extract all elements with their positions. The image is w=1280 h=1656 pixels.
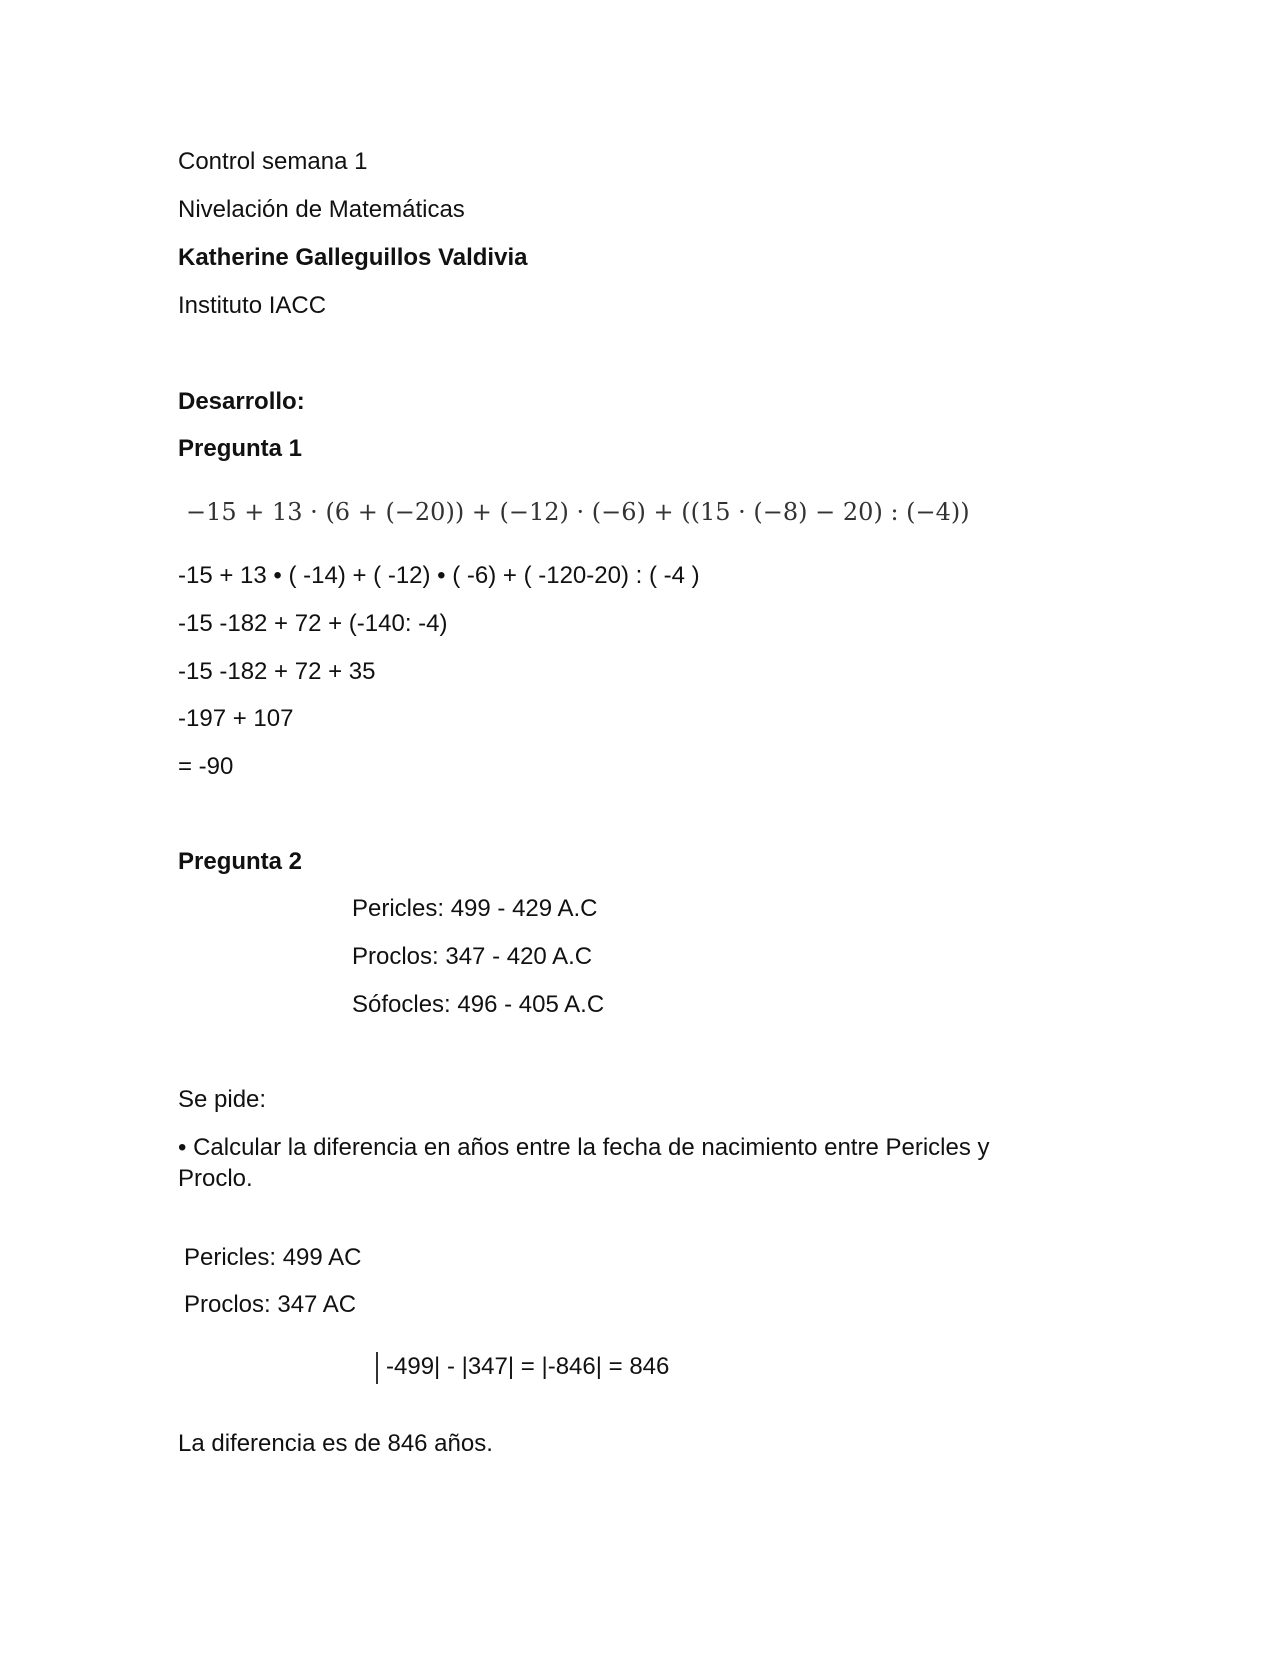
conclusion: La diferencia es de 846 años. (178, 1430, 493, 1457)
course-name: Nivelación de Matemáticas (178, 196, 465, 223)
absolute-value-bar (376, 1352, 378, 1384)
question1-step-1: -15 + 13 • ( -14) + ( -12) • ( -6) + ( -120-20) : ( -4 ) (178, 562, 700, 589)
question1-step-2: -15 -182 + 72 + (-140: -4) (178, 610, 448, 637)
request-label: Se pide: (178, 1086, 267, 1113)
date-sofocles: Sófocles: 496 - 405 A.C (352, 991, 605, 1018)
student-name: Katherine Galleguillos Valdivia (178, 244, 528, 271)
task-bullet: • Calcular la diferencia en años entre la fecha de nacimiento entre Pericles y Proclo. (178, 1134, 990, 1192)
question2-title: Pregunta 2 (178, 848, 303, 875)
question1-title: Pregunta 1 (178, 435, 303, 462)
question1-step-4: -197 + 107 (178, 705, 294, 732)
difference-calculation: -499| - |347| = |-846| = 846 (386, 1353, 670, 1380)
question1-step-3: -15 -182 + 72 + 35 (178, 658, 376, 685)
question1-formula-image: −15 + 13 · (6 + (−20)) + (−12) · (−6) + ((15 · (−8) − 20) : (−4)) (186, 498, 970, 526)
institute-name: Instituto IACC (178, 292, 327, 319)
development-heading: Desarrollo: (178, 388, 305, 415)
date-proclos: Proclos: 347 - 420 A.C (352, 943, 593, 970)
birth-proclos: Proclos: 347 AC (184, 1291, 357, 1318)
date-pericles: Pericles: 499 - 429 A.C (352, 895, 598, 922)
birth-pericles: Pericles: 499 AC (184, 1244, 362, 1271)
control-title: Control semana 1 (178, 148, 368, 175)
question1-result: = -90 (178, 753, 234, 780)
